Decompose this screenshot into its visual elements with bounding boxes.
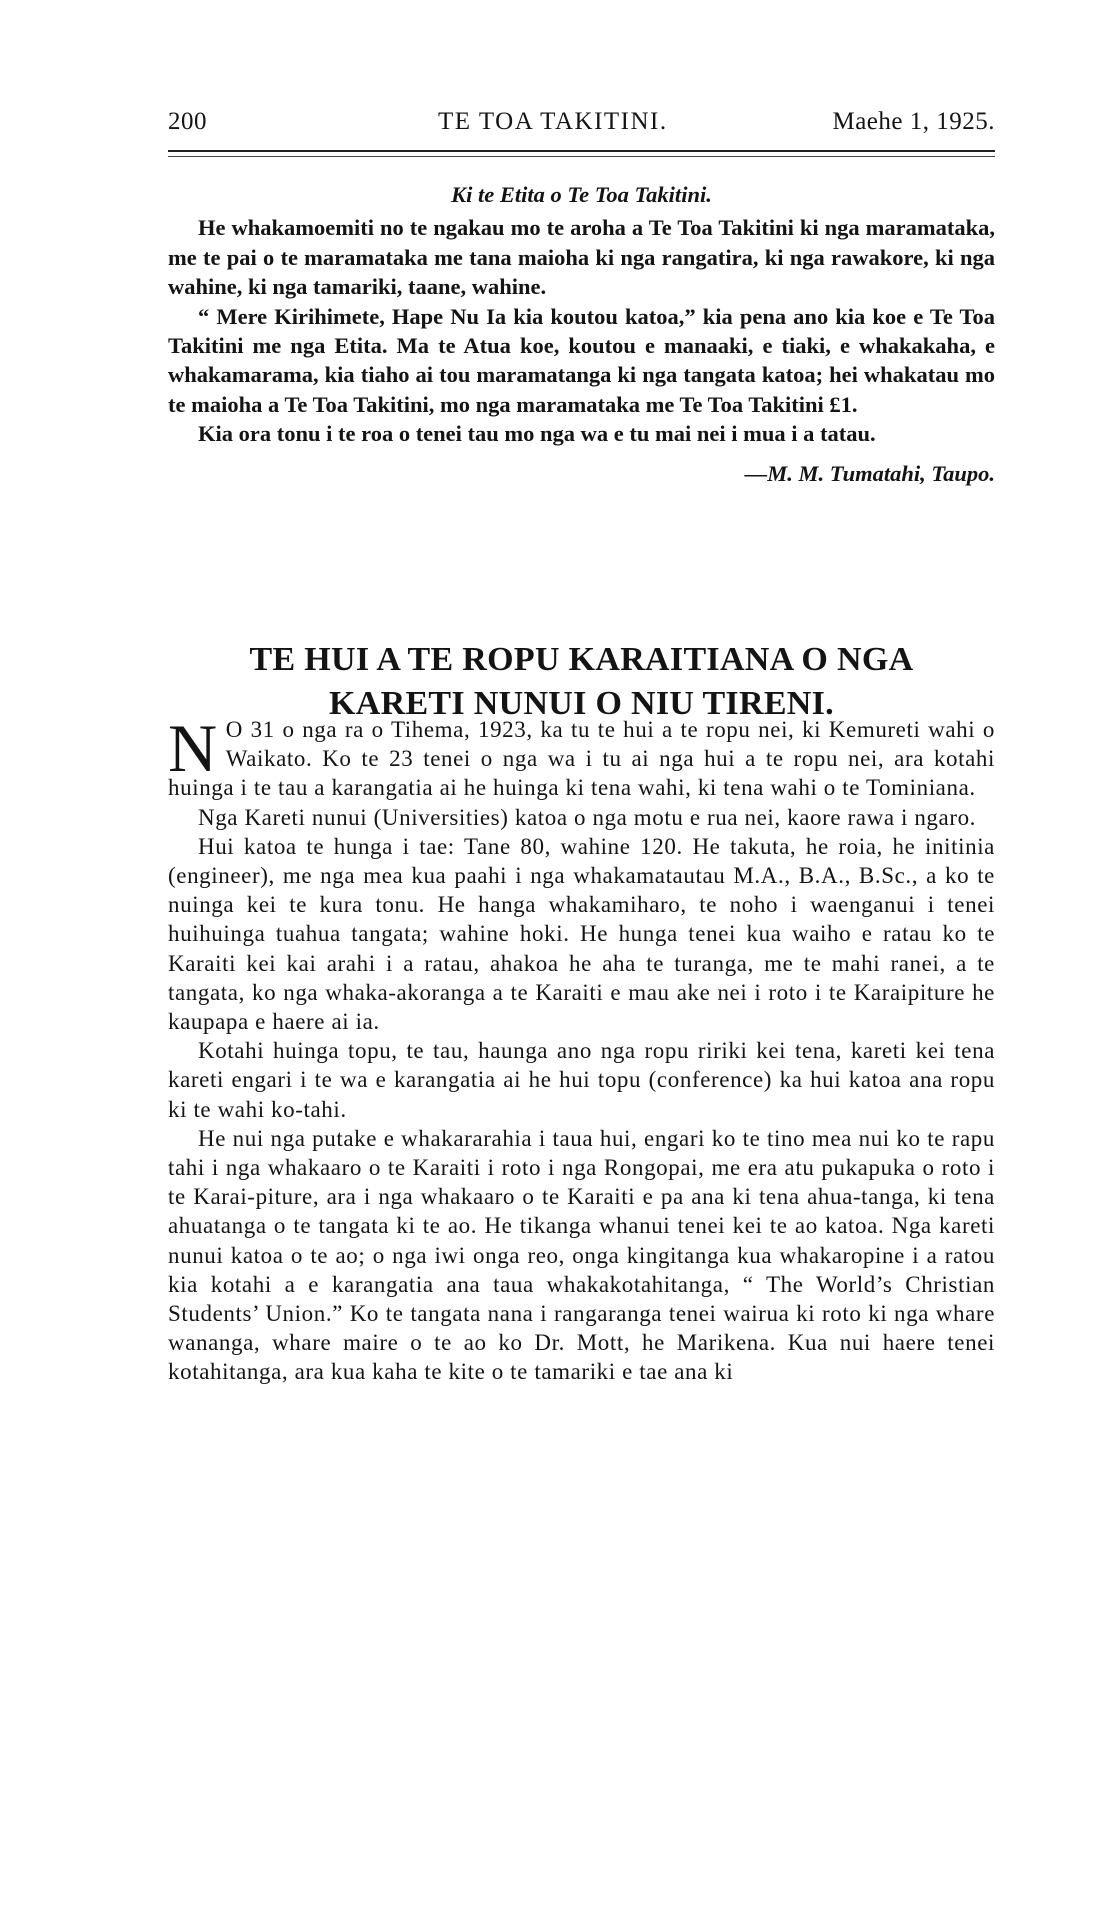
header-rule-thin: [168, 156, 995, 157]
article-title-line-2: KARETI NUNUI O NIU TIRENI.: [329, 685, 834, 722]
letter-paragraph: Kia ora tonu i te roa o tenei tau mo nga wa e tu mai nei i mua i a tatau.: [198, 421, 876, 447]
article-title-line-1: TE HUI A TE ROPU KARAITIANA O NGA: [249, 641, 914, 678]
letter-paragraph: He whakamoemiti no te ngakau mo te aroha a Te Toa Takitini ki nga maramataka, me te pai o te maramataka me tana maioha ki nga rangatira, ki nga rawakore, ki nga wahine, ki nga tamariki, taane, wahine.: [168, 215, 995, 300]
article-paragraph: Hui katoa te hunga i tae: Tane 80, wahine 120. He takuta, he roia, he initinia (engineer), me nga mea kua paahi i nga whakamatautau M.A., B.A., B.Sc., a ko te nuinga kei te kura tonu. He hanga whakamiharo, te noho i waenganui i tenei huihuinga tuahua tangata; wahine hoki. He hunga tenei kua waiho e ratau ko te Karaiti kei kai arahi i a ratau, ahakoa he aha te turanga, me te mahi ranei, a te tangata, ko nga whaka-akoranga a te Karaiti e mau ake nei i roto i te Karaipiture he kaupapa e haere ai ia.: [168, 833, 995, 1035]
issue-date: Maehe 1, 1925.: [832, 108, 995, 135]
article-first-paragraph-text: O 31 o nga ra o Tihema, 1923, ka tu te hui a te ropu nei, ki Kemureti wahi o Waikato. Ko te 23 tenei o nga wa i tu ai nga hui a te ropu nei, ara kotahi huinga i te tau a karangatia ai he huinga ki tena wahi, ki tena wahi o te Tominiana.: [168, 717, 995, 801]
article-first-paragraph: [168, 710, 995, 803]
article-paragraph: Kotahi huinga topu, te tau, haunga ano nga ropu ririki kei tena, kareti kei tena kareti engari i te wa e karangatia ai he hui topu (conference) ka hui katoa ana ropu ki te wahi ko-tahi.: [168, 1038, 995, 1122]
letter-salutation: Ki te Etita o Te Toa Takitini.: [451, 182, 712, 207]
drop-cap: N: [168, 710, 218, 786]
header-rule: [168, 150, 995, 152]
journal-title: TE TOA TAKITINI.: [438, 108, 668, 135]
letter-paragraph: “ Mere Kirihimete, Hape Nu Ia kia koutou katoa,” kia pena ano kia koe e Te Toa Takitini me nga Etita. Ma te Atua koe, koutou e manaaki, e tiaki, e whakakaha, e whakamarama, kia tiaho ai tou maramatanga ki nga tangata katoa; hei whakatau mo te maioha a Te Toa Takitini, mo nga maramataka me Te Toa Takitini £1.: [168, 303, 995, 417]
running-header: [168, 108, 995, 140]
article-title: [168, 638, 995, 726]
letter-to-editor: [168, 180, 995, 488]
article-paragraph: He nui nga putake e whakararahia i taua hui, engari ko te tino mea nui ko te rapu tahi i nga whakaaro o te Karaiti i roto i nga Rongopai, me era atu pukapuka o roto i te Karai-piture, ara i nga whakaaro o te Karaiti e pa ana ki tena ahua-tanga, ki tena ahuatanga o te tangata ki te ao. He tikanga whanui tenei kei te ao katoa. Nga kareti nunui katoa o te ao; o nga iwi onga reo, onga kingitanga kua whakaropine i a ratou kia kotahi a e karangatia ana taua whakakotahitanga, “ The World’s Christian Students’ Union.” Ko te tangata nana i rangaranga tenei wairua ki roto ki nga whare wananga, whare maire o te ao ko Dr. Mott, he Marikena. Kua nui haere tenei kotahitanga, ara kua kaha te kite o te tamariki e tae ana ki: [168, 1125, 995, 1385]
letter-signature: —M. M. Tumatahi, Taupo.: [744, 460, 995, 486]
article-paragraph: Nga Kareti nunui (Universities) katoa o nga motu e rua nei, kaore rawa i ngaro.: [198, 804, 977, 830]
article-body: [168, 710, 995, 1387]
page-number: 200: [168, 108, 207, 135]
